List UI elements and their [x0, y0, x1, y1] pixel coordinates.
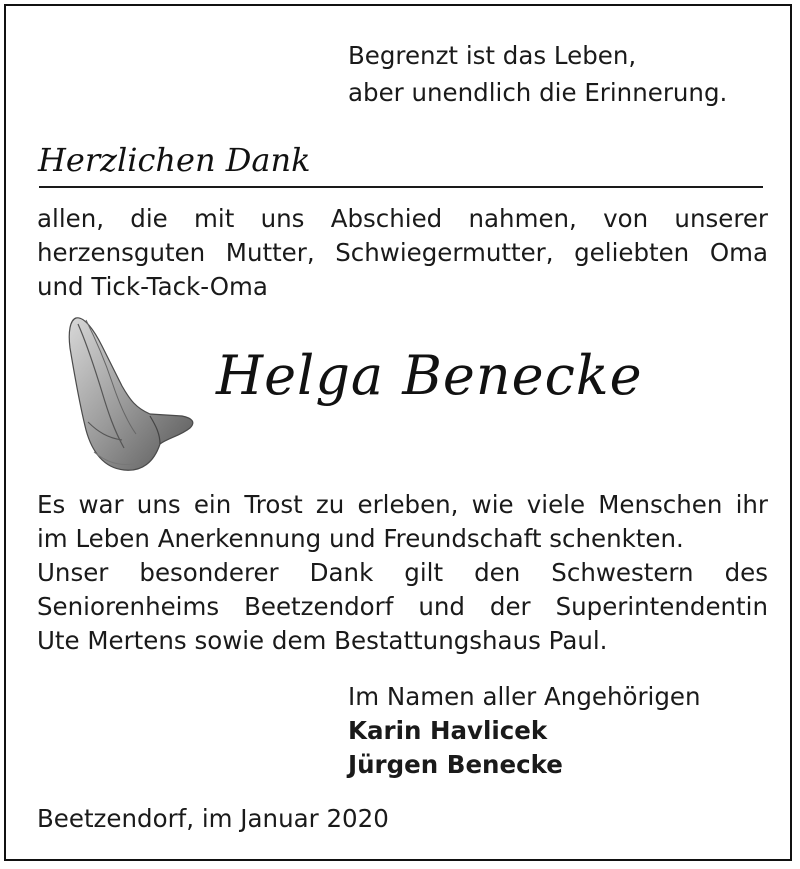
obituary-notice — [4, 4, 792, 861]
place-date: Beetzendorf, im Januar 2020 — [37, 804, 389, 833]
heading-herzlichen-dank: Herzlichen Dank — [38, 141, 311, 179]
body-line: Ute Mertens sowie dem Bestattungshaus Paul. — [37, 626, 608, 655]
signature-intro: Im Namen aller Angehörigen — [348, 682, 701, 711]
motto-line-2: aber unendlich die Erinnerung. — [348, 78, 728, 107]
intro-line: herzensguten Mutter, Schwiegermutter, geliebten Oma — [37, 238, 768, 267]
body-paragraph — [37, 488, 768, 658]
heading-divider — [39, 186, 763, 188]
body-line: Seniorenheims Beetzendorf und der Superintendentin — [37, 592, 768, 621]
intro-line: und Tick-Tack-Oma — [37, 272, 268, 301]
body-line: Unser besonderer Dank gilt den Schwestern des — [37, 558, 768, 587]
deceased-name: Helga Benecke — [216, 344, 643, 407]
intro-line: allen, die mit uns Abschied nahmen, von unserer — [37, 204, 768, 233]
signature-name: Karin Havlicek — [348, 716, 548, 745]
praying-hands-icon — [64, 312, 204, 482]
body-line: Es war uns ein Trost zu erleben, wie viele Menschen ihr — [37, 490, 768, 519]
body-line: im Leben Anerkennung und Freundschaft schenkten. — [37, 524, 684, 553]
intro-paragraph — [37, 202, 768, 304]
motto-line-1: Begrenzt ist das Leben, — [348, 41, 637, 70]
signature-name: Jürgen Benecke — [348, 750, 563, 779]
